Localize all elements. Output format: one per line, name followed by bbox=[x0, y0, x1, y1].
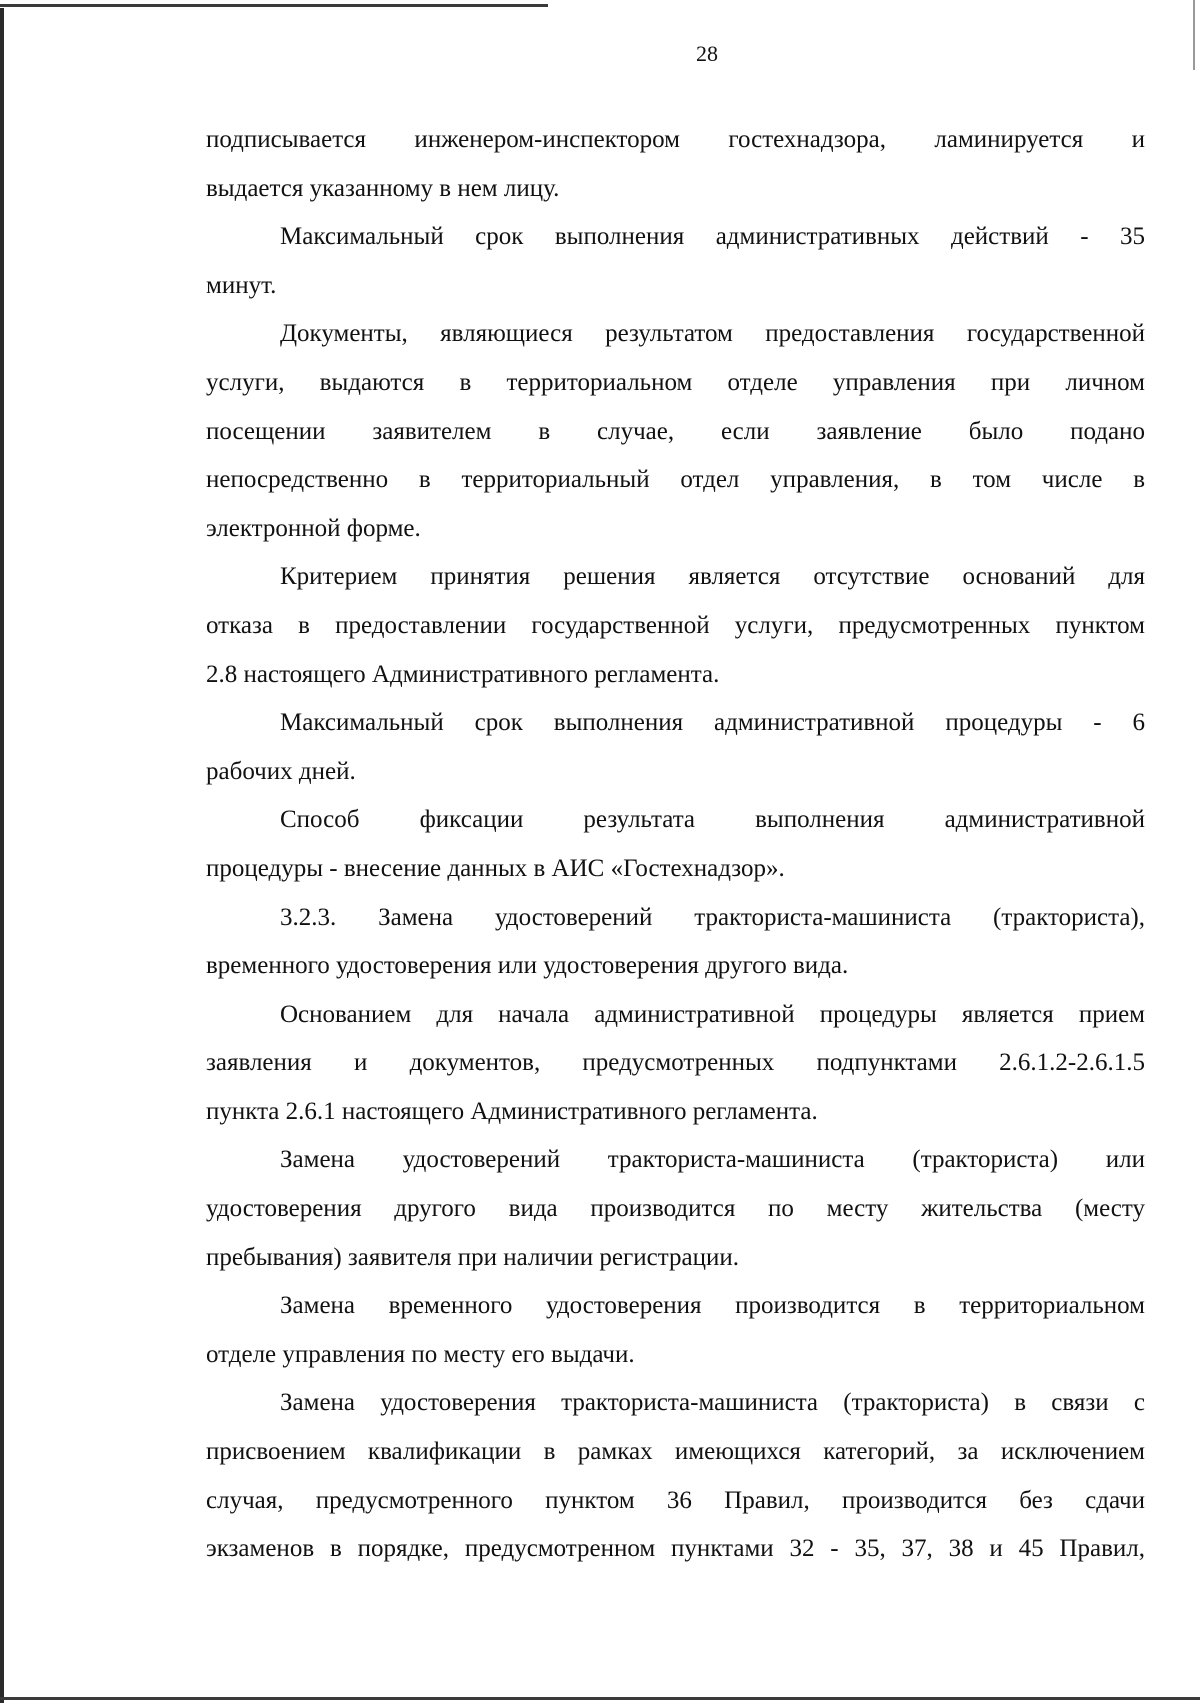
text-line: удостоверения другого вида производится по месту жительства (месту bbox=[206, 1195, 1145, 1223]
text-line: пребывания) заявителя при наличии регистрации. bbox=[206, 1243, 739, 1271]
text-line: услуги, выдаются в территориальном отделе управления при личном bbox=[206, 368, 1145, 396]
text-line: Замена временного удостоверения производится в территориальном bbox=[280, 1292, 1145, 1320]
text-line: отказа в предоставлении государственной услуги, предусмотренных пунктом bbox=[206, 611, 1145, 639]
text-line: Документы, являющиеся результатом предоставления государственной bbox=[280, 320, 1145, 348]
text-line: подписывается инженером-инспектором гостехнадзора, ламинируется и bbox=[206, 126, 1145, 153]
document-body bbox=[206, 116, 1145, 1574]
text-line: выдается указанному в нем лицу. bbox=[206, 174, 560, 202]
text-line: Замена удостоверений тракториста-машиниста (тракториста) или bbox=[280, 1146, 1145, 1174]
text-line: минут. bbox=[206, 271, 277, 299]
text-line: присвоением квалификации в рамках имеющихся категорий, за исключением bbox=[206, 1438, 1145, 1466]
text-line: 2.8 настоящего Административного регламента. bbox=[206, 660, 720, 688]
text-line: временного удостоверения или удостоверения другого вида. bbox=[206, 952, 849, 980]
text-line: случая, предусмотренного пунктом 36 Правил, производится без сдачи bbox=[206, 1486, 1145, 1514]
text-line: 3.2.3. Замена удостоверений тракториста-машиниста (тракториста), bbox=[280, 903, 1145, 931]
text-line: Максимальный срок выполнения административных действий - 35 bbox=[280, 223, 1145, 251]
text-line: заявления и документов, предусмотренных подпунктами 2.6.1.2-2.6.1.5 bbox=[206, 1049, 1145, 1077]
text-line: Основанием для начала административной процедуры является прием bbox=[280, 1000, 1145, 1028]
text-line: рабочих дней. bbox=[206, 757, 356, 785]
text-line: посещении заявителем в случае, если заявление было подано bbox=[206, 417, 1145, 445]
text-line: процедуры - внесение данных в АИС «Гостехнадзор». bbox=[206, 854, 785, 882]
scan-edge-left bbox=[0, 8, 4, 1703]
text-line: пункта 2.6.1 настоящего Административного регламента. bbox=[206, 1097, 818, 1125]
text-line: экзаменов в порядке, предусмотренном пунктами 32 - 35, 37, 38 и 45 Правил, bbox=[206, 1535, 1145, 1563]
scan-edge-top bbox=[0, 4, 548, 7]
text-line: Замена удостоверения тракториста-машиниста (тракториста) в связи с bbox=[280, 1389, 1145, 1417]
page-number: 28 bbox=[696, 41, 718, 66]
text-line: Максимальный срок выполнения административной процедуры - 6 bbox=[280, 709, 1145, 737]
text-line: Способ фиксации результата выполнения административной bbox=[280, 806, 1145, 834]
scan-edge-bottom bbox=[0, 1697, 1200, 1700]
text-line: отделе управления по месту его выдачи. bbox=[206, 1340, 635, 1368]
text-line: электронной форме. bbox=[206, 514, 421, 542]
text-line: непосредственно в территориальный отдел управления, в том числе в bbox=[206, 466, 1145, 494]
text-line: Критерием принятия решения является отсутствие оснований для bbox=[280, 563, 1145, 591]
